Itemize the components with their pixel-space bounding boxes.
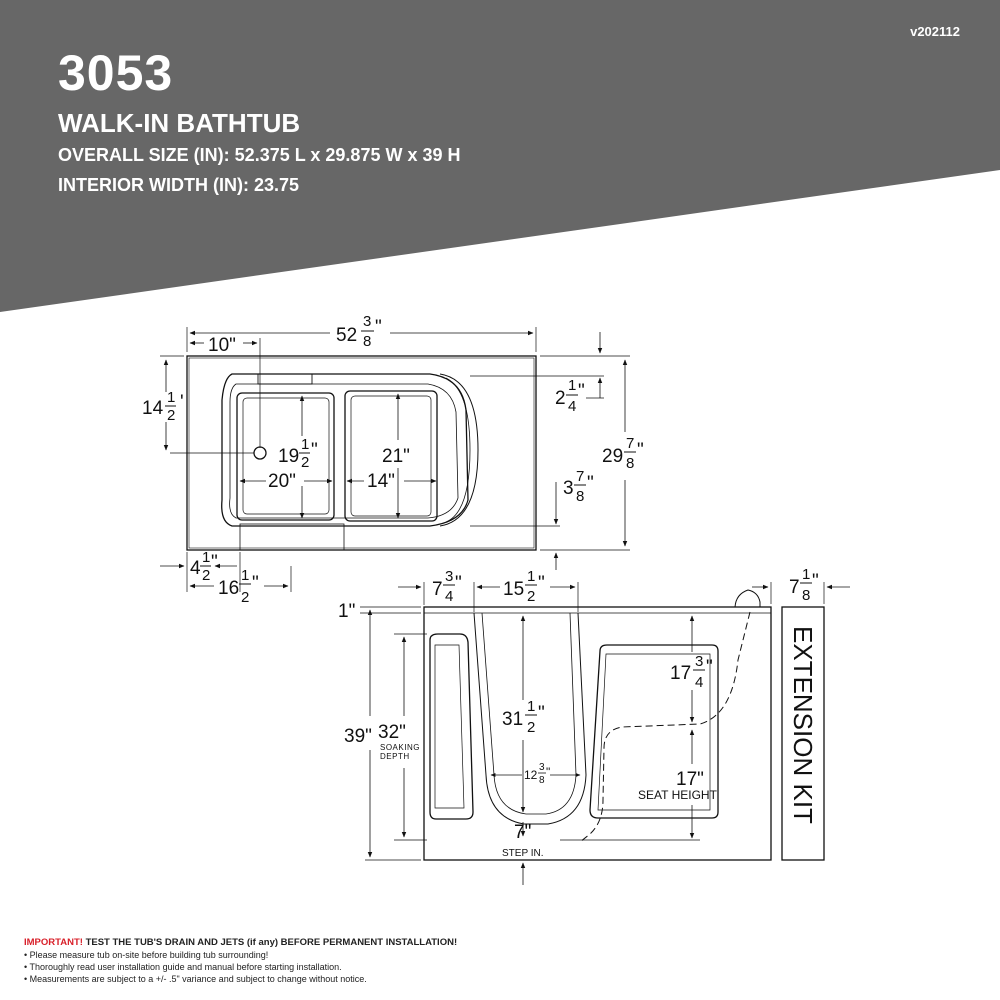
svg-text:3: 3 [363, 313, 372, 330]
svg-text:7: 7 [432, 579, 443, 600]
svg-text:8: 8 [802, 587, 811, 604]
svg-text:3: 3 [539, 762, 545, 773]
left-wall-label [432, 568, 462, 605]
svg-text:15: 15 [503, 579, 525, 600]
svg-text:4: 4 [445, 588, 454, 605]
svg-text:2: 2 [301, 454, 310, 471]
svg-text:": " [375, 317, 382, 338]
door-width-label [218, 567, 259, 606]
left-panel [430, 634, 473, 819]
svg-text:4: 4 [190, 558, 201, 579]
svg-text:1: 1 [527, 698, 536, 715]
version-label: v202112 [910, 24, 960, 39]
door-bottom-width-label [524, 762, 550, 786]
svg-text:1: 1 [167, 389, 176, 406]
step-in-value: 7" [514, 822, 532, 843]
svg-text:": " [637, 440, 644, 461]
door-offset-label [190, 549, 218, 584]
svg-text:": " [455, 573, 462, 594]
svg-text:": " [538, 573, 545, 594]
svg-text:1: 1 [202, 549, 211, 566]
soaking-caption-2: DEPTH [380, 752, 410, 761]
important-prefix: IMPORTANT! [24, 937, 83, 948]
svg-text:3: 3 [563, 478, 574, 499]
svg-text:": " [587, 473, 594, 494]
svg-text:": " [578, 381, 585, 402]
rim-bottom-label [563, 468, 594, 505]
extension-kit-label: EXTENSION KIT [788, 626, 818, 824]
drain-circle [254, 447, 266, 459]
svg-text:1: 1 [301, 436, 310, 453]
svg-text:8: 8 [626, 455, 635, 472]
svg-text:17: 17 [670, 663, 692, 684]
svg-text:12: 12 [524, 768, 538, 782]
overall-size: OVERALL SIZE (IN): 52.375 L x 29.875 W x 39 H [58, 145, 461, 165]
drain-from-edge-label [142, 389, 184, 424]
note-item: • Thoroughly read user installation guide and manual before starting installation. [24, 962, 342, 972]
svg-text:4: 4 [568, 398, 577, 415]
svg-text:4: 4 [695, 674, 704, 691]
svg-text:1: 1 [241, 567, 250, 584]
interior-width: INTERIOR WIDTH (IN): 23.75 [58, 175, 300, 195]
front-view [360, 582, 850, 885]
important-text: TEST THE TUB'S DRAIN AND JETS (if any) BEFORE PERMANENT INSTALLATION! [82, 937, 458, 948]
svg-text:8: 8 [539, 775, 545, 786]
door-step [240, 524, 344, 550]
drain-offset-label: 10" [208, 335, 236, 356]
overall-height-label: 39" [344, 726, 372, 747]
seat-height-value: 17" [676, 769, 704, 790]
svg-text:52: 52 [336, 325, 358, 346]
svg-text:": " [546, 765, 551, 779]
svg-text:2: 2 [167, 407, 176, 424]
svg-text:29: 29 [602, 446, 624, 467]
right-width-label: 14" [367, 471, 395, 492]
svg-text:2: 2 [555, 388, 566, 409]
seat-back-height-label [670, 653, 713, 691]
model-number: 3053 [58, 45, 174, 101]
svg-text:2: 2 [527, 588, 536, 605]
important-note [24, 937, 974, 949]
svg-text:8: 8 [576, 488, 585, 505]
overall-width-label [602, 435, 644, 472]
svg-text:": " [211, 552, 218, 573]
svg-text:3: 3 [695, 653, 704, 670]
svg-text:19: 19 [278, 446, 300, 467]
svg-text:1: 1 [568, 377, 577, 394]
rim-top-label [555, 377, 585, 415]
svg-text:14: 14 [142, 398, 164, 419]
left-width-label: 20" [268, 471, 296, 492]
note-item: • Please measure tub on-site before building tub surrounding! [24, 950, 269, 960]
svg-text:7: 7 [626, 435, 635, 452]
product-title: WALK-IN BATHTUB [58, 108, 301, 138]
svg-text:2: 2 [527, 719, 536, 736]
svg-text:": " [538, 703, 545, 724]
notes [24, 937, 974, 985]
svg-text:1: 1 [527, 568, 536, 585]
door-top-width-label [503, 568, 545, 605]
svg-text:": " [311, 440, 318, 461]
svg-text:": " [252, 573, 259, 594]
svg-text:8: 8 [363, 333, 372, 350]
soaking-depth-label: 32" [378, 722, 406, 743]
overall-length-label [336, 313, 382, 350]
seat-height-caption: SEAT HEIGHT [638, 788, 717, 802]
note-item: • Measurements are subject to a +/- .5" variance and subject to change without notice. [24, 974, 367, 984]
svg-text:7: 7 [576, 468, 585, 485]
interior-depth-right-label: 21" [382, 446, 410, 467]
interior-depth-left-label [278, 436, 318, 471]
svg-text:': ' [180, 392, 184, 413]
rim-thickness-label: 1" [338, 601, 356, 622]
svg-text:": " [812, 571, 819, 592]
svg-text:31: 31 [502, 709, 524, 730]
svg-text:2: 2 [241, 589, 250, 606]
svg-text:1: 1 [802, 566, 811, 583]
svg-text:7: 7 [789, 577, 800, 598]
step-in-caption: STEP IN. [502, 848, 544, 859]
svg-text:2: 2 [202, 567, 211, 584]
svg-text:3: 3 [445, 568, 454, 585]
extension-width-label [789, 566, 819, 604]
soaking-caption-1: SOAKING [380, 743, 420, 752]
svg-text:": " [706, 657, 713, 678]
svg-text:16: 16 [218, 578, 240, 599]
door-height-label [502, 698, 545, 736]
